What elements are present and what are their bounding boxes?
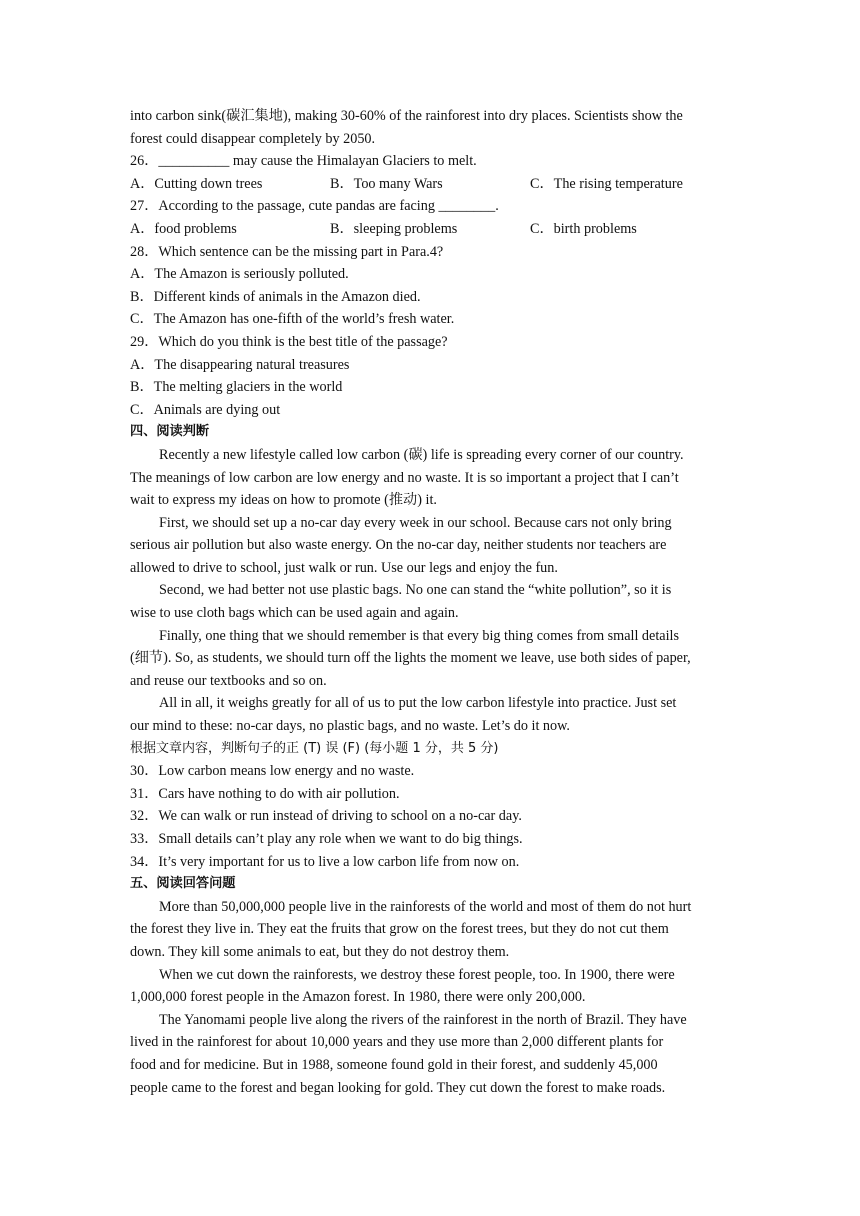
question-26-stem: 26．__________ may cause the Himalayan Glaciers to melt. <box>130 153 477 170</box>
paragraph-line: 1,000,000 forest people in the Amazon forest. In 1980, there were only 200,000. <box>130 989 586 1006</box>
statement-31: 31．Cars have nothing to do with air pollution. <box>130 785 400 802</box>
statement-34: 34．It’s very important for us to live a low carbon life from now on. <box>130 853 520 870</box>
question-27-options <box>130 218 732 241</box>
question-28-stem: 28．Which sentence can be the missing part in Para.4? <box>130 243 444 260</box>
option-a: A．food problems <box>130 220 237 237</box>
paragraph-line: our mind to these: no-car days, no plastic bags, and no waste. Let’s do it now. <box>130 718 570 735</box>
document-page <box>130 105 732 1099</box>
option-a: A．The Amazon is seriously polluted. <box>130 266 349 283</box>
option-c: C．The rising temperature <box>530 175 683 192</box>
question-29-stem: 29．Which do you think is the best title of the passage? <box>130 333 448 350</box>
paragraph-line: and reuse our textbooks and so on. <box>130 672 327 689</box>
option-c: C．birth problems <box>530 220 637 237</box>
section-5-paragraph <box>130 896 732 964</box>
paragraph-line: food and for medicine. But in 1988, someone found gold in their forest, and suddenly 45,000 <box>130 1056 658 1073</box>
section-4-paragraph <box>130 512 732 580</box>
paragraph-line: wait to express my ideas on how to promote (推动) it. <box>130 492 437 509</box>
section-5-paragraph <box>130 964 732 1009</box>
section-4-paragraph <box>130 692 732 737</box>
paragraph-line: Recently a new lifestyle called low carbon (碳) life is spreading every corner of our country. <box>159 446 684 463</box>
paragraph-line: First, we should set up a no-car day every week in our school. Because cars not only bring <box>159 514 672 531</box>
section-4-paragraph <box>130 625 732 693</box>
paragraph-line: allowed to drive to school, just walk or run. Use our legs and enjoy the fun. <box>130 559 558 576</box>
option-b: B．sleeping problems <box>330 220 458 237</box>
option-a: A．Cutting down trees <box>130 175 263 192</box>
section-4-instruction: 根据文章内容，判断句子的正 (T) 误 (F) (每小题 1 分，共 5 分) <box>130 740 499 756</box>
paragraph-line: Finally, one thing that we should remember is that every big thing comes from small details <box>159 627 679 644</box>
paragraph-line: More than 50,000,000 people live in the rainforests of the world and most of them do not hurt <box>159 898 692 915</box>
option-c: C．The Amazon has one-fifth of the world’s fresh water. <box>130 311 455 328</box>
option-c: C．Animals are dying out <box>130 401 281 418</box>
paragraph-line: wise to use cloth bags which can be used again and again. <box>130 605 459 622</box>
paragraph-line: people came to the forest and began looking for gold. They cut down the forest to make roads. <box>130 1079 666 1096</box>
paragraph-line: The Yanomami people live along the rivers of the rainforest in the north of Brazil. They have <box>159 1011 687 1028</box>
statement-32: 32．We can walk or run instead of driving to school on a no-car day. <box>130 808 522 825</box>
section-4-heading: 四、阅读判断 <box>130 424 210 440</box>
section-5-paragraph <box>130 1009 732 1099</box>
section-4-paragraph <box>130 444 732 512</box>
paragraph-line: lived in the rainforest for about 10,000 years and they use more than 2,000 different plants for <box>130 1034 664 1051</box>
option-b: B．The melting glaciers in the world <box>130 379 343 396</box>
paragraph-line: The meanings of low carbon are low energy and no waste. It is so important a project that I can’t <box>130 469 679 486</box>
option-a: A．The disappearing natural treasures <box>130 356 350 373</box>
section-4-paragraph <box>130 579 732 624</box>
paragraph-line: down. They kill some animals to eat, but they do not destroy them. <box>130 943 510 960</box>
paragraph-line: Second, we had better not use plastic bags. No one can stand the “white pollution”, so it is <box>159 582 672 599</box>
passage-tail-line: into carbon sink(碳汇集地), making 30-60% of the rainforest into dry places. Scientists show the <box>130 108 683 124</box>
option-b: B．Too many Wars <box>330 175 443 192</box>
passage-tail-line: forest could disappear completely by 2050. <box>130 130 376 147</box>
option-b: B．Different kinds of animals in the Amazon died. <box>130 288 421 305</box>
statement-30: 30．Low carbon means low energy and no waste. <box>130 763 415 780</box>
statement-33: 33．Small details can’t play any role when we want to do big things. <box>130 831 523 847</box>
paragraph-line: the forest they live in. They eat the fruits that grow on the forest trees, but they do not cut them <box>130 921 669 938</box>
paragraph-line: serious air pollution but also waste energy. On the no-car day, neither students nor teachers are <box>130 537 667 554</box>
question-27-stem: 27．According to the passage, cute pandas are facing ________. <box>130 198 499 215</box>
section-5-heading: 五、阅读回答问题 <box>130 876 236 892</box>
paragraph-line: When we cut down the rainforests, we destroy these forest people, too. In 1900, there were <box>159 966 675 983</box>
paragraph-line: (细节). So, as students, we should turn off the lights the moment we leave, use both sides of paper, <box>130 650 691 667</box>
question-26-options <box>130 173 732 196</box>
paragraph-line: All in all, it weighs greatly for all of us to put the low carbon lifestyle into practice. Just set <box>159 695 677 712</box>
